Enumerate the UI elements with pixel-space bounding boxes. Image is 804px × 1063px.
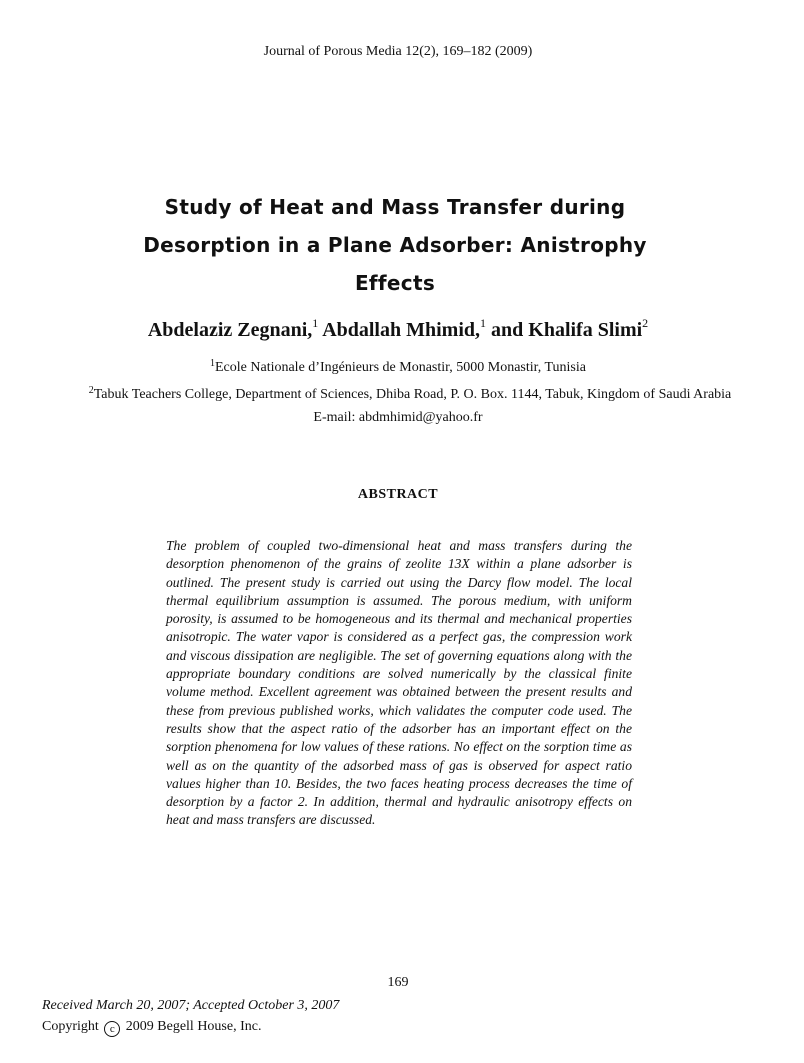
author-name: and Khalifa Slimi: [491, 319, 643, 341]
author-list: [0, 316, 796, 342]
copyright-prefix: Copyright: [42, 1019, 99, 1034]
copyright-notice: [42, 1019, 261, 1037]
copyright-suffix: 2009 Begell House, Inc.: [125, 1019, 262, 1034]
author-name: Abdelaziz Zegnani,: [147, 319, 313, 341]
article-title: [60, 188, 730, 302]
copyright-icon: c: [104, 1021, 120, 1037]
received-dates: Received March 20, 2007; Accepted October 3, 2007: [42, 998, 340, 1013]
affiliation-text: Tabuk Teachers College, Department of Sciences, Dhiba Road, P. O. Box. 1144, Tabuk, Kingdom of Saudi Arabia: [93, 387, 732, 402]
affiliation-mark: 1: [480, 316, 487, 330]
affiliation-mark: 1: [312, 316, 319, 330]
page-number: 169: [387, 975, 409, 990]
affiliation-mark: 2: [642, 316, 649, 330]
title-line: Desorption in a Plane Adsorber: Anistrophy: [143, 233, 647, 257]
title-line: Study of Heat and Mass Transfer during: [164, 195, 626, 219]
author-name: Abdallah Mhimid,: [322, 319, 481, 341]
affiliation-1: [0, 358, 796, 376]
contact-email[interactable]: E-mail: abdmhimid@yahoo.fr: [313, 410, 483, 425]
affiliation-text: Ecole Nationale d’Ingénieurs de Monastir, 5000 Monastir, Tunisia: [215, 360, 586, 375]
affiliation-2: [40, 385, 780, 403]
affiliation-mark: 2: [88, 385, 94, 396]
journal-citation: Journal of Porous Media 12(2), 169–182 (2009): [263, 44, 533, 59]
abstract-body: The problem of coupled two-dimensional heat and mass transfers during the desorption phenomenon of the grains of zeolite 13X within a plane adsorber is outlined. The present study is carried out using the Darcy flow model. The local thermal equilibrium assumption is assumed. The porous medium, with uniform porosity, is assumed to be homogeneous and its thermal and mechanical properties anisotropic. The water vapor is considered as a perfect gas, the compression work and viscous dissipation are negligible. The set of governing equations along with the appropriate boundary conditions are solved numerically by the classical finite volume method. Excellent agreement was obtained between the present results and these from previous published works, which validates the computer code used. The results show that the aspect ratio of the adsorber has an important effect on the sorption phenomena for low values of these rations. No effect on the sorption time as well as on the quantity of the adsorbed mass of gas is observed for aspect ratio values higher than 10. Besides, the two faces heating process decreases the time of desorption by a factor 2. In addition, thermal and hydraulic anisotropy effects on heat and mass transfers are discussed.: [166, 538, 632, 828]
title-line: Effects: [354, 271, 436, 295]
affiliation-mark: 1: [210, 358, 215, 369]
abstract-heading: ABSTRACT: [357, 487, 439, 502]
